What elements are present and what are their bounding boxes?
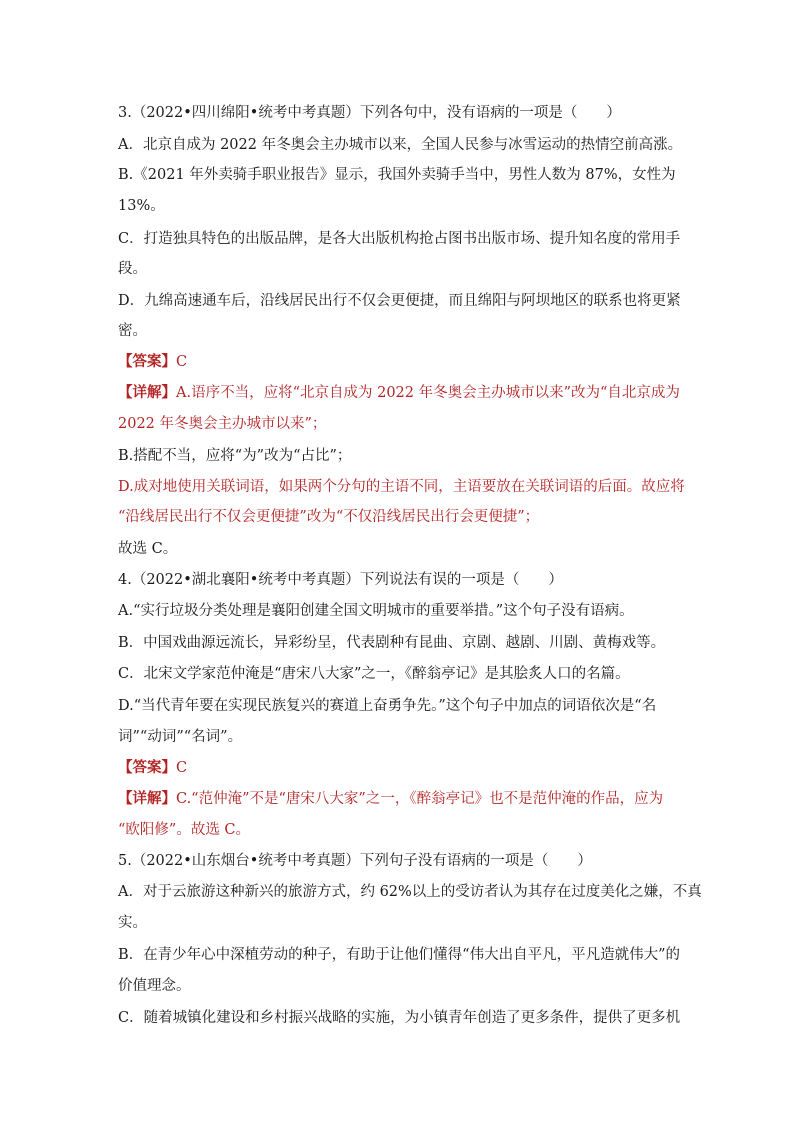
question-4-option-d-cont: 词”“动词”“名词”。 <box>118 729 243 745</box>
question-5-stem: 5.（2022•山东烟台•统考中考真题）下列句子没有语病的一项是（ ） <box>118 853 592 869</box>
question-4-option-c: C．北宋文学家范仲淹是“唐宋八大家”之一，《醉翁亭记》是其脍炙人口的名篇。 <box>118 666 630 682</box>
detail-text: A.语序不当，应将“北京自成为 2022 年冬奥会主办城市以来”改为“自北京成为 <box>176 385 680 401</box>
detail-text: C.“范仲淹”不是“唐宋八大家”之一，《醉翁亭记》也不是范仲淹的作品，应为 <box>176 791 664 807</box>
question-5-option-c: C．随着城镇化建设和乡村振兴战略的实施，为小镇青年创造了更多条件，提供了更多机 <box>118 1010 681 1026</box>
question-3-option-c-cont: 段。 <box>118 261 147 277</box>
question-4-option-a: A.“实行垃圾分类处理是襄阳创建全国文明城市的重要举措。”这个句子没有语病。 <box>118 603 634 619</box>
detail-tag: 【详解】 <box>118 790 176 807</box>
question-3-detail-line-1 <box>118 382 688 404</box>
question-3-detail-line-3: B.搭配不当，应将“为”改为“占比”； <box>118 448 352 464</box>
detail-tag: 【详解】 <box>118 384 176 401</box>
question-3-option-a: A．北京自成为 2022 年冬奥会主办城市以来，全国人民参与冰雪运动的热情空前高涨。 <box>118 137 683 153</box>
question-4-option-b: B．中国戏曲源远流长，异彩纷呈，代表剧种有昆曲、京剧、越剧、川剧、黄梅戏等。 <box>118 635 666 651</box>
question-5-option-b: B．在青少年心中深植劳动的种子，有助于让他们懂得“伟大出自平凡，平凡造就伟大”的 <box>118 947 680 963</box>
question-3-option-d-cont: 密。 <box>118 323 147 339</box>
question-3-option-d: D．九绵高速通车后，沿线居民出行不仅会更便捷，而且绵阳与阿坝地区的联系也将更紧 <box>118 293 681 309</box>
answer-tag: 【答案】 <box>118 759 176 776</box>
question-3-detail-line-6: 故选 C。 <box>118 541 178 557</box>
question-4-option-d: D.“当代青年要在实现民族复兴的赛道上奋勇争先。”这个句子中加点的词语依次是“名 <box>118 698 657 714</box>
answer-tag: 【答案】 <box>118 353 176 370</box>
answer-value: C <box>176 354 188 370</box>
question-5-option-a: A．对于云旅游这种新兴的旅游方式，约 62%以上的受访者认为其存在过度美化之嫌，不真 <box>118 884 702 900</box>
question-4-stem: 4.（2022•湖北襄阳•统考中考真题）下列说法有误的一项是（ ） <box>118 572 563 588</box>
question-3-stem: 3.（2022•四川绵阳•统考中考真题）下列各句中，没有语病的一项是（ ） <box>118 105 621 121</box>
question-3-option-b-cont: 13%。 <box>118 198 165 214</box>
question-5-option-b-cont: 价值理念。 <box>118 978 191 994</box>
question-3-detail-line-4: D.成对地使用关联词语，如果两个分句的主语不同，主语要放在关联词语的后面。故应将 <box>118 479 685 495</box>
question-5-option-a-cont: 实。 <box>118 915 147 931</box>
question-3-answer <box>118 351 688 373</box>
answer-value: C <box>176 760 188 776</box>
question-4-answer <box>118 757 688 779</box>
question-4-detail-line-2: “欧阳修”。故选 C。 <box>118 822 251 838</box>
question-3-detail-line-5: “沿线居民出行不仅会更便捷”改为“不仅沿线居民出行会更便捷”； <box>118 509 540 525</box>
question-3-option-b: B.《2021 年外卖骑手职业报告》显示，我国外卖骑手当中，男性人数为 87%，女性为 <box>118 167 676 183</box>
question-3-detail-line-2: 2022 年冬奥会主办城市以来”； <box>118 416 327 432</box>
question-3-option-c: C．打造独具特色的出版品牌，是各大出版机构抢占图书出版市场、提升知名度的常用手 <box>118 231 681 247</box>
question-4-detail-line-1 <box>118 788 688 810</box>
